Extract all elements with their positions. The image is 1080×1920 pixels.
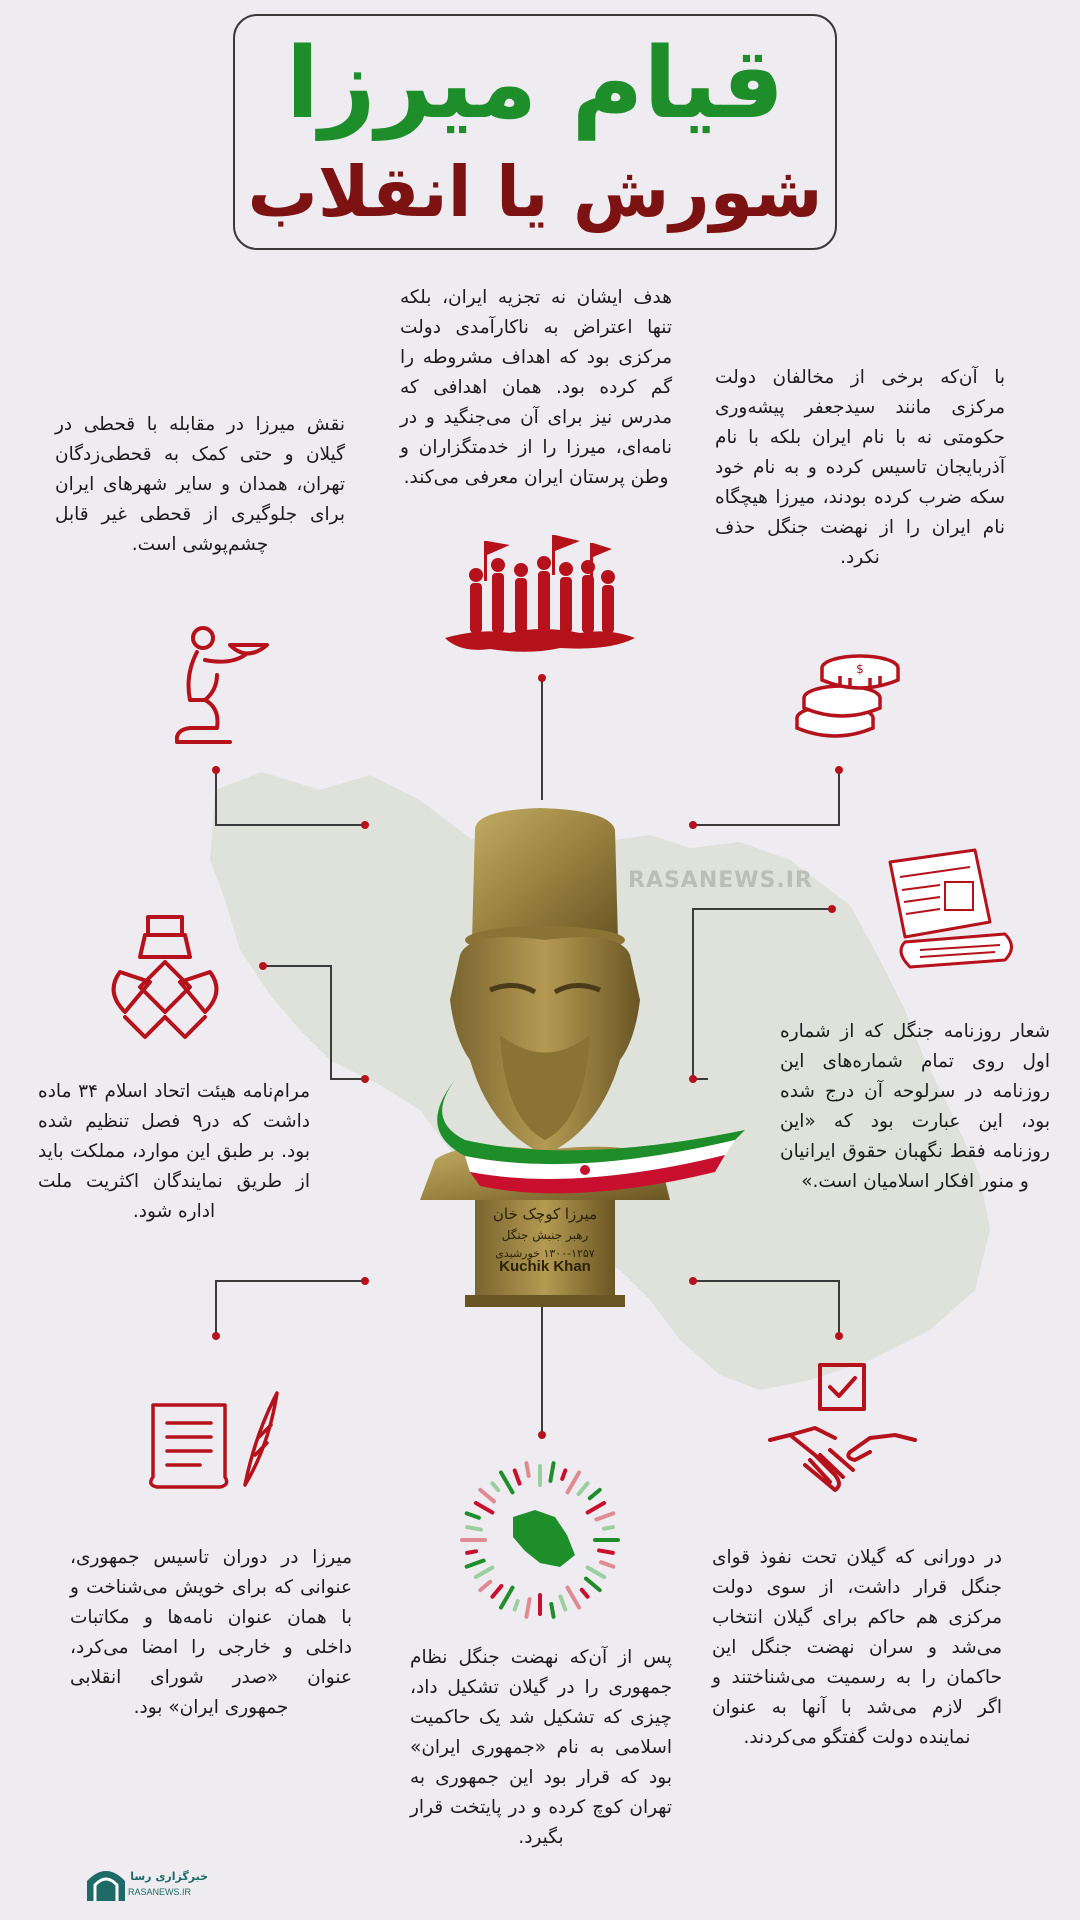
iran-map-sunburst-icon (455, 1455, 625, 1625)
plaque-dates: ۱۳۰۰-۱۲۵۷ خورشیدی (495, 1247, 595, 1260)
text-name-of-iran: با آن‌که برخی از مخالفان دولت مرکزی مانند سیدجعفر پیشه‌وری حکومتی نه با نام ایران بلکه با نام آذربایجان تاسیس کرده و به نام خود سکه ضرب کرده بودند، میرزا هیچگاه نام ایران را از نهضت جنگل حذف نکرد. (715, 367, 1005, 568)
text-newspaper-slogan: شعار روزنامه جنگل که از شماره اول روی تمام شماره‌های این روزنامه در سرلوحه آن درج شده بود، این عبارت بود که «این روزنامه فقط نگهبان حقوق ایرانیان و منور افکار اسلامیان است.» (780, 1021, 1050, 1192)
sunburst-ray (480, 1582, 490, 1590)
sunburst-ray (467, 1527, 481, 1529)
sunburst-ray (492, 1483, 498, 1490)
sunburst-ray (588, 1568, 604, 1578)
sunburst-ray (492, 1586, 501, 1597)
sunburst-ray (515, 1470, 520, 1483)
sunburst-ray (551, 1604, 553, 1617)
sunburst-ray (476, 1503, 492, 1513)
sunburst-ray (501, 1472, 513, 1492)
text-governors: در دورانی که گیلان تحت نفوذ قوای جنگل قرار داشت، از سوی دولت مرکزی هم حاکم برای گیلان انتخاب می‌شد و سران نهضت جنگل این حاکمان را به رسمیت می‌شناختند و اگر لازم می‌شد با آنها به عنوان نماینده دولت گفتگو می‌کردند. (712, 1547, 1002, 1748)
sunburst-ray (480, 1490, 494, 1502)
plaque-subtitle: رهبر جنبش جنگل (501, 1228, 589, 1242)
protest-crowd-icon (440, 533, 640, 658)
beggar-bowl-icon (175, 620, 275, 750)
sunburst-ray (586, 1579, 600, 1591)
sunburst-ray (568, 1588, 580, 1608)
plaque-name: میرزا کوچک خان (492, 1205, 598, 1223)
page-title: قیام میرزا (285, 27, 785, 141)
sunburst-ray (501, 1588, 513, 1608)
sunburst-ray (550, 1463, 553, 1481)
coins-icon (790, 640, 905, 740)
rasa-logo-icon (85, 1863, 127, 1903)
sunburst-ray (561, 1596, 566, 1609)
sunburst-ray (582, 1590, 588, 1597)
sunburst-ray (467, 1513, 479, 1517)
text-republic-formation: پس از آن‌که نهضت جنگل نظام جمهوری را در گیلان تشکیل داد، چیزی که تشکیل شد یک حاکمیت اسلامی به نام «جمهوری ایران» بود که قرار بود این جمهوری به تهران کوچ کرده و در پایتخت قرار بگیرد. (410, 1647, 672, 1848)
text-goal-not-separation: هدف ایشان نه تجزیه ایران، بلکه تنها اعتراض به ناکارآمدی دولت مرکزی بود که اهداف مشروطه را گم کرده بود. همان اهدافی که مدرس نیز برای آن می‌جنگید و در نامه‌ای، میرزا را از خدمتگزاران و وطن پرستان ایران معرفی می‌کند. (400, 287, 672, 488)
logo-name: خبرگزاری رسا (130, 1870, 208, 1883)
sunburst-ray (467, 1561, 484, 1567)
logo-url: RASANEWS.IR (128, 1887, 192, 1897)
sunburst-ray (568, 1472, 580, 1492)
handshake-check-icon (765, 1360, 920, 1510)
text-famine-role: نقش میرزا در مقابله با قحطی در گیلان و حتی کمک به قحطی‌زدگان تهران، همدان و سایر شهرهای ایران برای جلوگیری از قحطی غیر قابل چشم‌پوشی است. (55, 414, 345, 555)
sunburst-ray (596, 1513, 613, 1519)
sunburst-ray (515, 1601, 518, 1609)
watermark: RASANEWS.IR (628, 868, 813, 893)
sunburst-ray (588, 1503, 604, 1513)
sunburst-ray (601, 1562, 613, 1566)
sunburst-ray (526, 1463, 528, 1476)
letter-quill-icon (145, 1385, 285, 1495)
svg-text:$: $ (856, 662, 864, 676)
sunburst-ray (526, 1599, 529, 1617)
text-republic-title: میرزا در دوران تاسیس جمهوری، عنوانی که برای خویش می‌شناخت و با همان عنوان نامه‌ها و مکاتبات داخلی و خارجی را امضا می‌کرد، عنوان «صدر شورای انقلابی جمهوری ایران» بود. (70, 1547, 352, 1718)
sunburst-ray (604, 1527, 613, 1529)
sunburst-ray (562, 1470, 565, 1478)
sunburst-ray (590, 1490, 600, 1498)
sunburst-ray (579, 1483, 588, 1494)
text-charter: مرام‌نامه هیئت اتحاد اسلام ۳۴ ماده داشت که در۹ فصل تنظیم شده بود. بر طبق این موارد، مملکت باید از طریق نمایندگان اکثریت ملت اداره شود. (38, 1081, 310, 1222)
unity-hands-icon (100, 912, 230, 1047)
sunburst-ray (476, 1568, 492, 1578)
plaque-name-en: Kuchik Khan (499, 1258, 591, 1275)
page-subtitle: شورش یا انقلاب (247, 151, 823, 233)
iran-flag-ribbon (425, 1060, 755, 1200)
sunburst-ray (599, 1550, 613, 1552)
sunburst-ray (467, 1551, 476, 1553)
newspaper-icon (880, 842, 1020, 982)
